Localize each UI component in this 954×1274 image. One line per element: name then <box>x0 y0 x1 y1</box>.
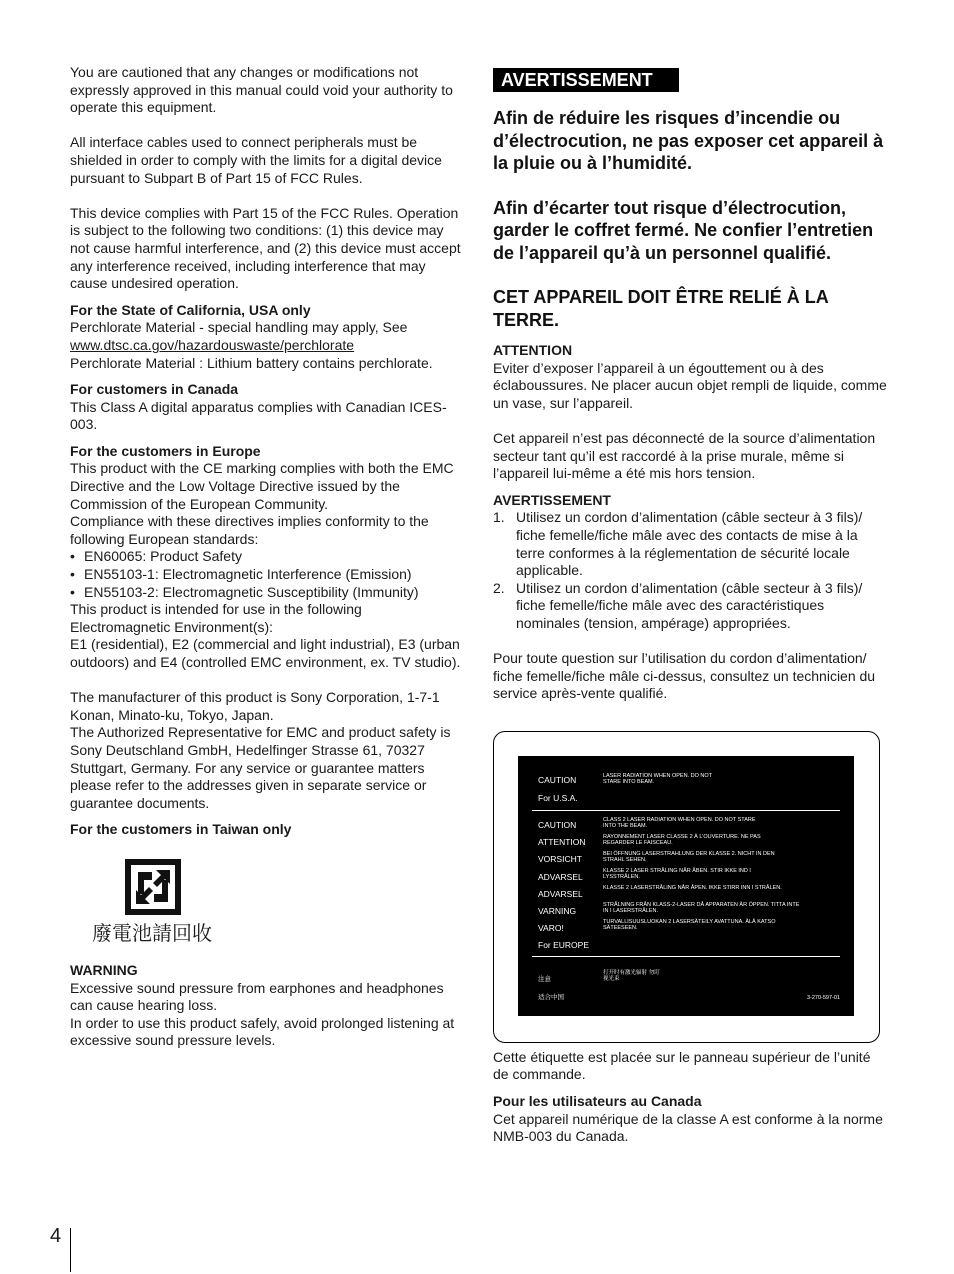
label-cn-text: 打开时有激光辐射 勿盯视光束 <box>603 969 660 983</box>
fcc-caution-text: You are cautioned that any changes or modifications not expressly approved in this manual could void your authority to operate this equipment. <box>70 64 453 116</box>
canada-heading: For customers in Canada <box>70 381 239 398</box>
europe-text-2: Compliance with these directives implies conformity to the following European standards: <box>70 513 429 547</box>
label-row-key: VARNING <box>538 905 577 916</box>
laser-label-image <box>493 731 880 1043</box>
california-heading: For the State of California, USA only <box>70 301 311 318</box>
taiwan-heading: For the customers in Taiwan only <box>70 821 292 838</box>
attention-text-2: Cet appareil n’est pas déconnecté de la source d’alimentation secteur tant qu’il est raccordé à la prise murale, même si l’appareil lui-même a été mis hors tension. <box>493 429 876 482</box>
laser-label-panel <box>518 756 854 1016</box>
manufacturer-text: The manufacturer of this product is Sony Corporation, 1-7-1 Konan, Minato-ku, Tokyo, Japan. <box>70 689 440 723</box>
label-row-key: ADVARSEL <box>538 888 583 899</box>
recycle-icon <box>123 857 183 917</box>
label-row-text: BEI ÖFFNUNG LASERSTRAHLUNG DER KLASSE 2. NICHT IN DEN STRAHL SEHEN. <box>603 850 775 864</box>
label-divider <box>532 810 840 811</box>
grounding-warning-text: CET APPAREIL DOIT ÊTRE RELIÉ À LA TERRE. <box>493 287 829 330</box>
label-usa-caution: CAUTION <box>538 774 577 785</box>
canada-text: This Class A digital apparatus complies with Canadian ICES-003. <box>70 398 447 433</box>
list-item <box>493 580 888 633</box>
attention-heading: ATTENTION <box>493 342 573 358</box>
shock-warning-text: Afin d’écarter tout risque d’électrocution, garder le coffret fermé. Ne confier l’entretien de l’appareil qu’à un personnel qualifié. <box>493 197 874 263</box>
interface-cables-text: All interface cables used to connect peripherals must be shielded in order to comply with the limits for a digital device pursuant to Subpart B of Part 15 of FCC Rules. <box>70 134 442 186</box>
label-divider <box>532 956 840 957</box>
label-row-key: ATTENTION <box>538 836 586 847</box>
europe-text-1: This product with the CE marking complies with both the EMC Directive and the Low Voltage Directive issued by the Commission of the European Community. <box>70 460 454 512</box>
europe-heading: For the customers in Europe <box>70 442 261 459</box>
canada-fr-heading: Pour les utilisateurs au Canada <box>493 1093 702 1110</box>
perchlorate-link[interactable]: www.dtsc.ca.gov/hazardouswaste/perchlorate <box>70 336 355 353</box>
label-eu-region: For EUROPE <box>538 939 590 950</box>
power-cord-question-text: Pour toute question sur l’utilisation du cordon d’alimentation/ fiche femelle/fiche mâle ci-dessus, consultez un technicien du service après-vente qualifié. <box>493 650 876 702</box>
list-text: Utilisez un cordon d’alimentation (câble secteur à 3 fils)/ fiche femelle/fiche mâle avec des contacts de mise à la terre conformes à la réglementation de sécurité locale applicable. <box>516 509 863 579</box>
list-item: • EN55103-2: Electromagnetic Susceptibility (Immunity) <box>70 584 465 602</box>
label-row-key: VARO! <box>538 922 564 933</box>
right-column <box>493 68 888 1146</box>
label-row-text: TURVALLISUUSLUOKAN 2 LASERSÄTEILY AVATTUNA. ÄLÄ KATSO SÄTEESEEN. <box>603 918 776 932</box>
label-code: 3-270-597-01 <box>806 995 840 1002</box>
california-line2: Perchlorate Material : Lithium battery contains perchlorate. <box>70 354 433 371</box>
label-row-text: KLASSE 2 LASERSTRÅLING NÅR ÅPEN. IKKE STIRR INN I STRÅLEN. <box>603 884 782 891</box>
list-number: 1. <box>493 509 505 526</box>
power-cord-list <box>493 509 888 632</box>
label-row-text: STRÅLNING FRÅN KLASS-2-LASER DÅ APPARATEN ÄR ÖPPEN. TITTA INTE IN I LASERSTRÅLEN. <box>603 901 800 915</box>
label-caption: Cette étiquette est placée sur le panneau supérieur de l’unité de commande. <box>493 1048 871 1083</box>
list-item: • EN55103-1: Electromagnetic Interference (Emission) <box>70 566 465 584</box>
label-usa-region: For U.S.A. <box>538 792 578 803</box>
avertissement-banner: AVERTISSEMENT <box>493 68 679 92</box>
label-cn-caution: 注意 <box>538 974 551 983</box>
list-text: Utilisez un cordon d’alimentation (câble secteur à 3 fils)/ fiche femelle/fiche mâle avec des caractéristiques nominales (tension, ampérage) appropriées. <box>516 579 863 631</box>
page-number-rule <box>70 1228 71 1272</box>
left-column <box>70 64 465 1050</box>
label-row-text: RAYONNEMENT LASER CLASSE 2 À L’OUVERTURE. NE PAS REGARDER LE FAISCEAU. <box>603 833 761 847</box>
avertissement-heading: AVERTISSEMENT <box>493 491 611 508</box>
label-row-key: VORSICHT <box>538 853 582 864</box>
label-usa-text: LASER RADIATION WHEN OPEN. DO NOT STARE INTO BEAM. <box>603 772 712 786</box>
label-row-text: CLASS 2 LASER RADIATION WHEN OPEN. DO NOT STARE INTO THE BEAM. <box>603 816 756 830</box>
warning-heading: WARNING <box>70 961 138 978</box>
europe-text-4: E1 (residential), E2 (commercial and light industrial), E3 (urban outdoors) and E4 (controlled EMC environment, ex. TV studio). <box>70 636 461 670</box>
europe-text-3: This product is intended for use in the following Electromagnetic Environment(s): <box>70 601 362 635</box>
page-number: 4 <box>50 1225 62 1247</box>
battery-recycle-logo <box>92 857 242 952</box>
california-line1: Perchlorate Material - special handling may apply, See <box>70 319 408 336</box>
fire-warning-text: Afin de réduire les risques d’incendie ou d’électrocution, ne pas exposer cet appareil à la pluie ou à l’humidité. <box>493 108 884 173</box>
label-row-key: CAUTION <box>538 819 577 830</box>
list-item: • EN60065: Product Safety <box>70 548 465 566</box>
fcc-compliance-text: This device complies with Part 15 of the FCC Rules. Operation is subject to the following two conditions: (1) this device may not cause harmful interference, and (2) this device must accept any interference received, including interference that may cause undesired operation. <box>70 204 461 292</box>
representative-text: The Authorized Representative for EMC and product safety is Sony Deutschland GmbH, Hedelfinger Strasse 61, 70327 Stuttgart, Germany. For any service or guarantee matters please refer to the addresses given in separate service or guarantee documents. <box>70 724 451 811</box>
recycle-logo-text: 廢電池請回收 <box>92 920 212 945</box>
list-item <box>493 509 888 579</box>
label-cn-region: 适合中国 <box>538 992 564 1001</box>
list-number: 2. <box>493 579 505 596</box>
canada-fr-text: Cet appareil numérique de la classe A est conforme à la norme NMB-003 du Canada. <box>493 1110 883 1145</box>
warning-text-1: Excessive sound pressure from earphones and headphones can cause hearing loss. <box>70 979 444 1014</box>
attention-text-1: Eviter d’exposer l’appareil à un égouttement ou à des éclaboussures. Ne placer aucun objet rempli de liquide, comme un vase, sur l’appareil. <box>493 359 887 411</box>
label-row-text: KLASSE 2 LASER STRÅLING NÅR ÅBEN. STIR IKKE IND I LYSSTRÅLEN. <box>603 867 751 881</box>
warning-text-2: In order to use this product safely, avoid prolonged listening at excessive sound pressure levels. <box>70 1014 455 1049</box>
label-row-key: ADVARSEL <box>538 871 583 882</box>
europe-standards-list <box>70 548 465 601</box>
